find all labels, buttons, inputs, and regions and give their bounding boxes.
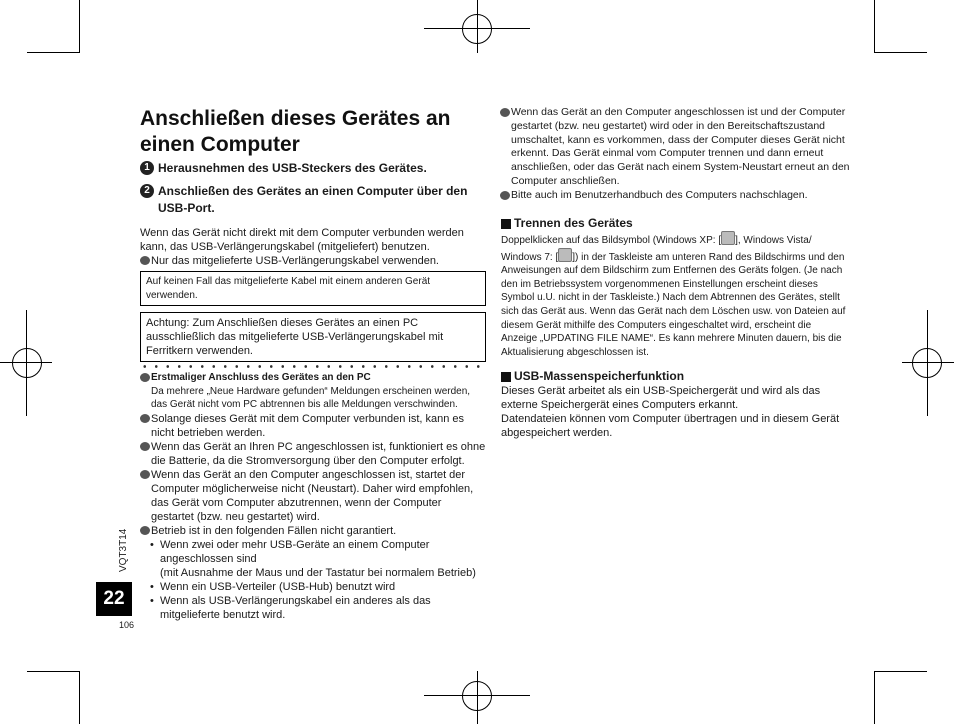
intro-text: Wenn das Gerät nicht direkt mit dem Computer verbunden werden kann, das USB-Verlängerungskabel (mitgeliefert) benutzen. — [140, 227, 464, 253]
bullet-icon — [140, 414, 150, 423]
note-item: Wenn das Gerät an den Computer angeschlossen ist und der Computer gestartet (bzw. neu gestartet) wird oder in den Bereitschaftszustand umschaltet, kann es vorkommen, dass der Computer dieses Gerät nicht erkennt. Das Gerät einmal vom Computer trennen und dann erneut anschließen, oder das Gerät nach einem System-Neustart erneut an den Computer anschließen. — [500, 106, 850, 189]
bullet-icon — [140, 442, 150, 451]
note-item: Wenn das Gerät an den Computer angeschlossen ist, startet der Computer möglicherweise nicht (Neustart). Daher wird empfohlen, das Gerät vom Computer abzutrennen, wenn der Computer gestartet (bzw. neu gestartet) wird. — [140, 468, 486, 524]
step-1 — [140, 160, 486, 177]
step-number-icon: 1 — [140, 161, 154, 175]
bullet-icon — [140, 373, 150, 382]
crop-mark — [874, 52, 927, 53]
page-number: 22 — [103, 588, 125, 609]
note-item: Wenn das Gerät an Ihren PC angeschlossen ist, funktioniert es ohne die Batterie, da die Stromversorgung über den Computer erfolgt. — [140, 440, 486, 468]
note-first-connection: Erstmaliger Anschluss des Gerätes an den PC Da mehrere „Neue Hardware gefunden“ Meldungen erscheinen werden, das Gerät nicht vom PC abtrennen bis alle Meldungen verschwinden. — [140, 371, 486, 412]
crop-mark — [79, 0, 80, 52]
note-item: Bitte auch im Benutzerhandbuch des Computers nachschlagen. — [500, 189, 850, 203]
crop-mark — [79, 672, 80, 724]
section-body: Doppelklicken auf das Bildsymbol (Windows XP: [ ], Windows Vista/ Windows 7: [ ]) in der Taskleiste am unteren Rand des Bildschirms und den Anweisungen auf dem Bildschirm zum Entfernen des Geräts folgen. (Je nach den im Betriebssystem vorgenommenen Einstellungen erscheint dieses Symbol u.U. nicht in der Taskleiste.) Nach dem Abtrennen des Gerätes, stellt sich das Gerät aus. Wenn das Gerät nach dem Löschen usw. von Dateien auf diesem Gerät mithilfe des Computers eingeschaltet wird, erscheint die Anzeige „UPDATING FILE NAME“. Es kann mehrere Minuten dauern, bis die Aktualisierung abgeschlossen ist. — [501, 231, 849, 359]
caution-box: Achtung: Zum Anschließen dieses Gerätes an einen PC ausschließlich das mitgelieferte USB-Verlängerungskabel mit Ferritkern verwenden. — [140, 312, 486, 362]
crop-mark — [27, 52, 80, 53]
section-usb-mass-storage — [501, 369, 849, 440]
section-body: Datendateien können vom Computer übertragen und in diesem Gerät abgespeichert werden. — [501, 413, 840, 439]
crop-mark — [27, 671, 80, 672]
section-title: Trennen des Gerätes — [501, 216, 849, 231]
sub-item: • Wenn zwei oder mehr USB-Geräte an einem Computer angeschlossen sind (mit Ausnahme der Maus und der Tastatur bei normalem Betrieb) — [150, 538, 476, 579]
step-text: Herausnehmen des USB-Steckers des Gerätes. — [158, 161, 427, 175]
left-notes — [140, 371, 486, 622]
step-text: Anschließen des Gerätes an einen Computer über den USB-Port. — [158, 184, 468, 215]
square-bullet-icon — [501, 372, 511, 382]
sub-item: • Wenn als USB-Verlängerungskabel ein anderes als das mitgelieferte benutzt wird. — [150, 594, 431, 621]
warning-box: Auf keinen Fall das mitgelieferte Kabel mit einem anderen Gerät verwenden. — [140, 271, 486, 306]
crop-mark — [874, 0, 875, 52]
bullet-icon — [140, 470, 150, 479]
crop-mark — [874, 672, 875, 724]
bullet-icon — [500, 191, 510, 200]
sub-item: • Wenn ein USB-Verteiler (USB-Hub) benutzt wird — [150, 580, 396, 593]
note-item: Solange dieses Gerät mit dem Computer verbunden ist, kann es nicht betrieben werden. — [140, 412, 486, 440]
crop-mark — [874, 671, 927, 672]
section-trennen — [501, 216, 849, 359]
intro-bullet: Nur das mitgelieferte USB-Verlängerungskabel verwenden. — [140, 254, 486, 268]
bullet-icon — [140, 256, 150, 265]
bullet-icon — [500, 108, 510, 117]
safely-remove-hardware-icon — [721, 231, 735, 245]
section-title: USB-Massenspeicherfunktion — [501, 369, 849, 384]
page-number-tab — [96, 582, 132, 616]
step-2 — [140, 183, 486, 217]
safely-remove-hardware-icon — [558, 248, 572, 262]
step-number-icon: 2 — [140, 184, 154, 198]
right-notes — [500, 106, 850, 203]
bullet-icon — [140, 526, 150, 535]
page-title: Anschließen dieses Gerätes an einen Computer — [140, 107, 451, 156]
note-item: Betrieb ist in den folgenden Fällen nicht garantiert. — [140, 524, 486, 538]
square-bullet-icon — [501, 219, 511, 229]
small-page-number: 106 — [119, 620, 135, 630]
side-code: VQT3T14 — [118, 528, 129, 572]
dotted-divider — [139, 365, 486, 368]
section-body: Dieses Gerät arbeitet als ein USB-Speichergerät und wird als das externe Speichergerät eines Computers erkannt. — [501, 385, 821, 411]
